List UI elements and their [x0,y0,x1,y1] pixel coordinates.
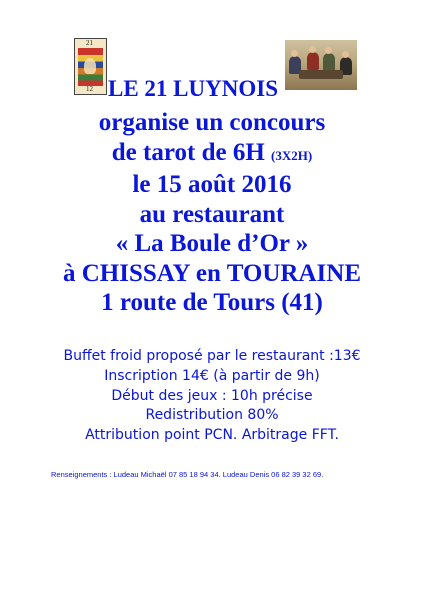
tarot-card-image [74,38,107,95]
event-details [0,347,424,446]
headline-line-2-small: (3X2H) [271,147,313,163]
details-line-5: Attribution point PCN. Arbitrage FFT. [85,427,339,444]
event-headline [0,108,424,318]
card-number-top: 21 [86,39,93,47]
contact-info: Renseignements : Ludeau Michaël 07 85 18 94 34. Ludeau Denis 06 82 39 32 69. [51,470,324,479]
headline-line-2-main: de tarot de 6H [111,138,272,166]
headline-line-6: à CHISSAY en TOURAINE [62,259,361,287]
card-players-image [285,40,357,90]
headline-line-7: 1 route de Tours (41) [101,289,323,316]
card-number-bottom: 12 [86,85,93,93]
details-line-2: Inscription 14€ (à partir de 9h) [104,367,320,384]
header [0,0,424,100]
headline-line-4: au restaurant [139,200,285,228]
headline-line-2 [0,138,424,171]
club-name: LE 21 LUYNOIS [108,76,278,101]
details-line-1: Buffet froid proposé par le restaurant :13€ [63,348,361,364]
card-art [78,48,103,86]
details-line-3: Début des jeux : 10h précise [111,387,313,404]
headline-line-1: organise un concours [98,109,326,136]
headline-line-3: le 15 août 2016 [132,171,292,198]
details-line-4: Redistribution 80% [145,407,279,424]
headline-line-5: « La Boule d’Or » [115,230,309,257]
